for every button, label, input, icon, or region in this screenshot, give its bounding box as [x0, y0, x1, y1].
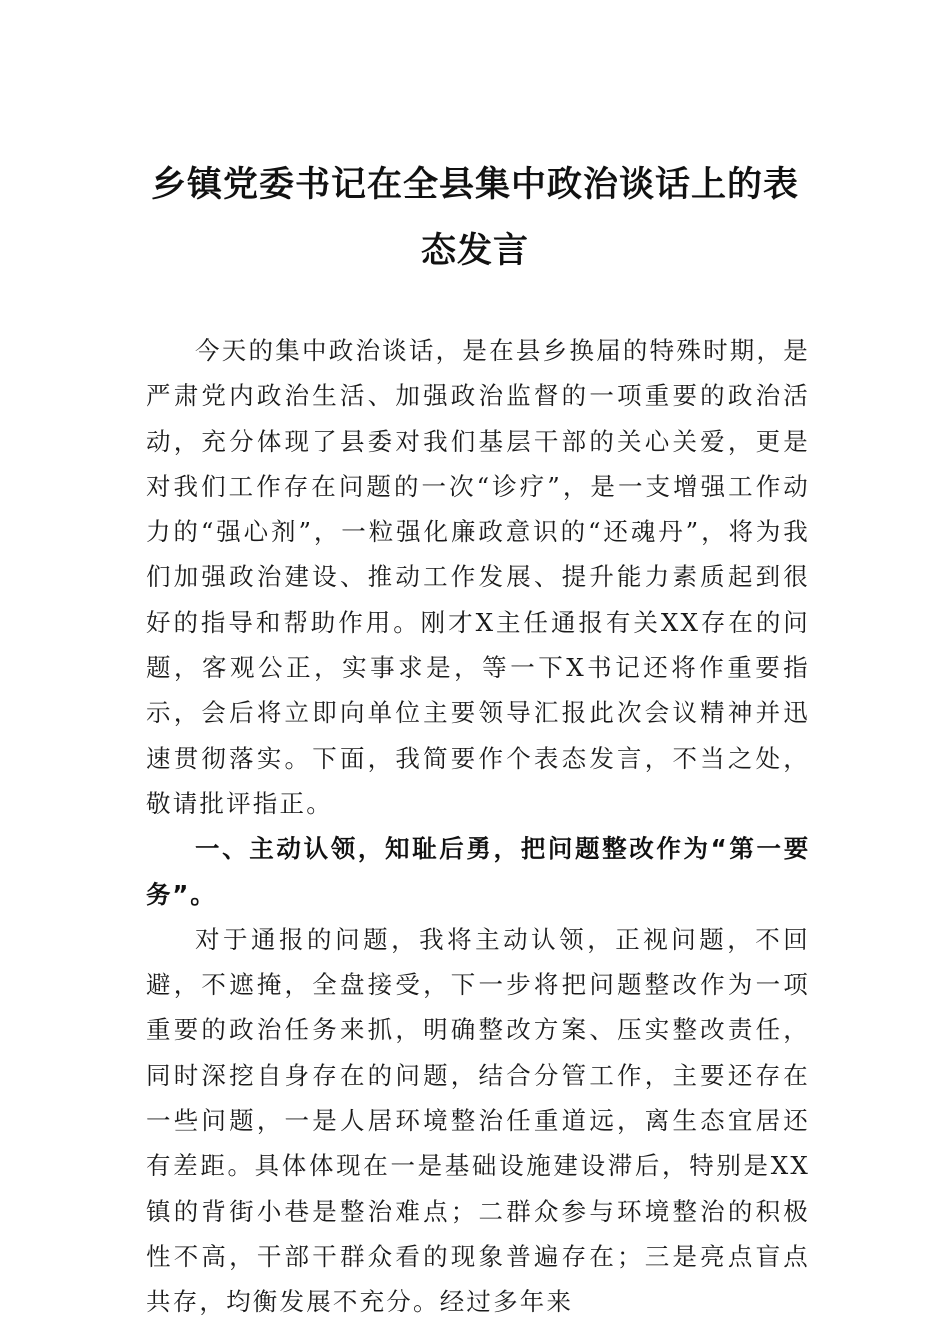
paragraph-section-1: 对于通报的问题，我将主动认领，正视问题，不回避，不遮掩，全盘接受，下一步将把问题整改作为一项重要的政治任务来抓，明确整改方案、压实整改责任，同时深挖自身存在的问题，结合分管工作，主要还存在一些问题，一是人居环境整治任重道远，离生态宜居还有差距。具体体现在一是基础设施建设滞后，特别是XX镇的背街小巷是整治难点；二群众参与环境整治的积极性不高，干部干群众看的现象普遍存在；三是亮点盲点共存，均衡发展不充分。经过多年来	[146, 924, 810, 1317]
paragraph-intro: 今天的集中政治谈话，是在县乡换届的特殊时期，是严肃党内政治生活、加强政治监督的一项重要的政治活动，充分体现了县委对我们基层干部的关心关爱，更是对我们工作存在问题的一次“诊疗”，是一支增强工作动力的“强心剂”，一粒强化廉政意识的“还魂丹”，将为我们加强政治建设、推动工作发展、提升能力素质起到很好的指导和帮助作用。刚才X主任通报有关XX存在的问题，客观公正，实事求是，等一下X书记还将作重要指示，会后将立即向单位主要领导汇报此次会议精神并迅速贯彻落实。下面，我简要作个表态发言，不当之处，敬请批评指正。	[146, 336, 810, 818]
document-title: 乡镇党委书记在全县集中政治谈话上的表态发言	[150, 164, 799, 271]
section-heading-1: 一、主动认领，知耻后勇，把问题整改作为“第一要务”。	[146, 834, 810, 909]
document-body	[146, 328, 810, 1325]
